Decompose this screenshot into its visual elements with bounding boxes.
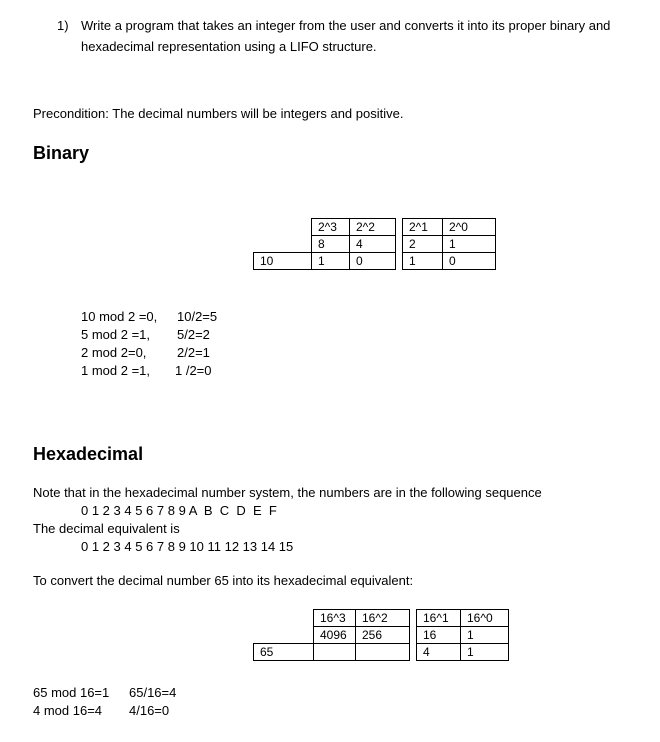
hex-value: 16 [417,627,461,644]
binary-power: 2^0 [443,219,496,236]
binary-step-mod: 5 mod 2 =1, [81,327,151,342]
binary-values-row [254,236,496,253]
hex-value: 1 [461,627,509,644]
binary-value: 1 [443,236,496,253]
hex-table [253,609,509,661]
question-number: 1) [57,18,69,33]
hex-power: 16^3 [314,610,356,627]
hex-step-mod: 4 mod 16=4 [33,703,103,718]
binary-power: 2^1 [403,219,443,236]
binary-value: 8 [312,236,350,253]
hex-power: 16^2 [356,610,410,627]
hex-digit: 4 [417,644,461,661]
binary-power: 2^2 [350,219,396,236]
binary-powers-row [254,219,496,236]
hex-sequence: 0 1 2 3 4 5 6 7 8 9 A B C D E F [81,503,277,518]
binary-table [253,218,496,270]
hex-equiv-label: The decimal equivalent is [33,521,180,536]
hex-digit [356,644,410,661]
hex-power: 16^1 [417,610,461,627]
hex-input: 65 [254,644,314,661]
hex-digit [314,644,356,661]
hex-values-row [254,627,509,644]
hex-note: Note that in the hexadecimal number system, the numbers are in the following sequence [33,485,542,500]
binary-step-mod: 2 mod 2=0, [81,345,147,360]
hex-value: 4096 [314,627,356,644]
hex-heading: Hexadecimal [33,444,144,464]
hex-step-div: 4/16=0 [129,703,170,718]
precondition: Precondition: The decimal numbers will be integers and positive. [33,106,404,121]
hex-digits-row [254,644,509,661]
hex-convert-text: To convert the decimal number 65 into its hexadecimal equivalent: [33,573,414,588]
binary-digit: 0 [350,253,396,270]
binary-value: 4 [350,236,396,253]
binary-digit: 1 [403,253,443,270]
binary-step-div: 2/2=1 [177,345,210,360]
binary-digit: 0 [443,253,496,270]
binary-heading: Binary [33,143,90,163]
binary-step-div: 5/2=2 [177,327,210,342]
binary-step-mod: 10 mod 2 =0, [81,309,158,324]
hex-value: 256 [356,627,410,644]
question-line-2: hexadecimal representation using a LIFO structure. [81,39,377,54]
hex-step-mod: 65 mod 16=1 [33,685,110,700]
binary-digits-row [254,253,496,270]
hex-step-div: 65/16=4 [129,685,177,700]
binary-input: 10 [254,253,312,270]
hex-equiv-sequence: 0 1 2 3 4 5 6 7 8 9 10 11 12 13 14 15 [81,539,294,554]
hex-digit: 1 [461,644,509,661]
binary-digit: 1 [312,253,350,270]
binary-step-mod: 1 mod 2 =1, [81,363,151,378]
binary-step-div: 10/2=5 [177,309,218,324]
hex-powers-row [254,610,509,627]
binary-value: 2 [403,236,443,253]
binary-power: 2^3 [312,219,350,236]
question-line-1: Write a program that takes an integer from the user and converts it into its proper binary and [81,18,611,33]
hex-power: 16^0 [461,610,509,627]
binary-step-div: 1 /2=0 [175,363,212,378]
